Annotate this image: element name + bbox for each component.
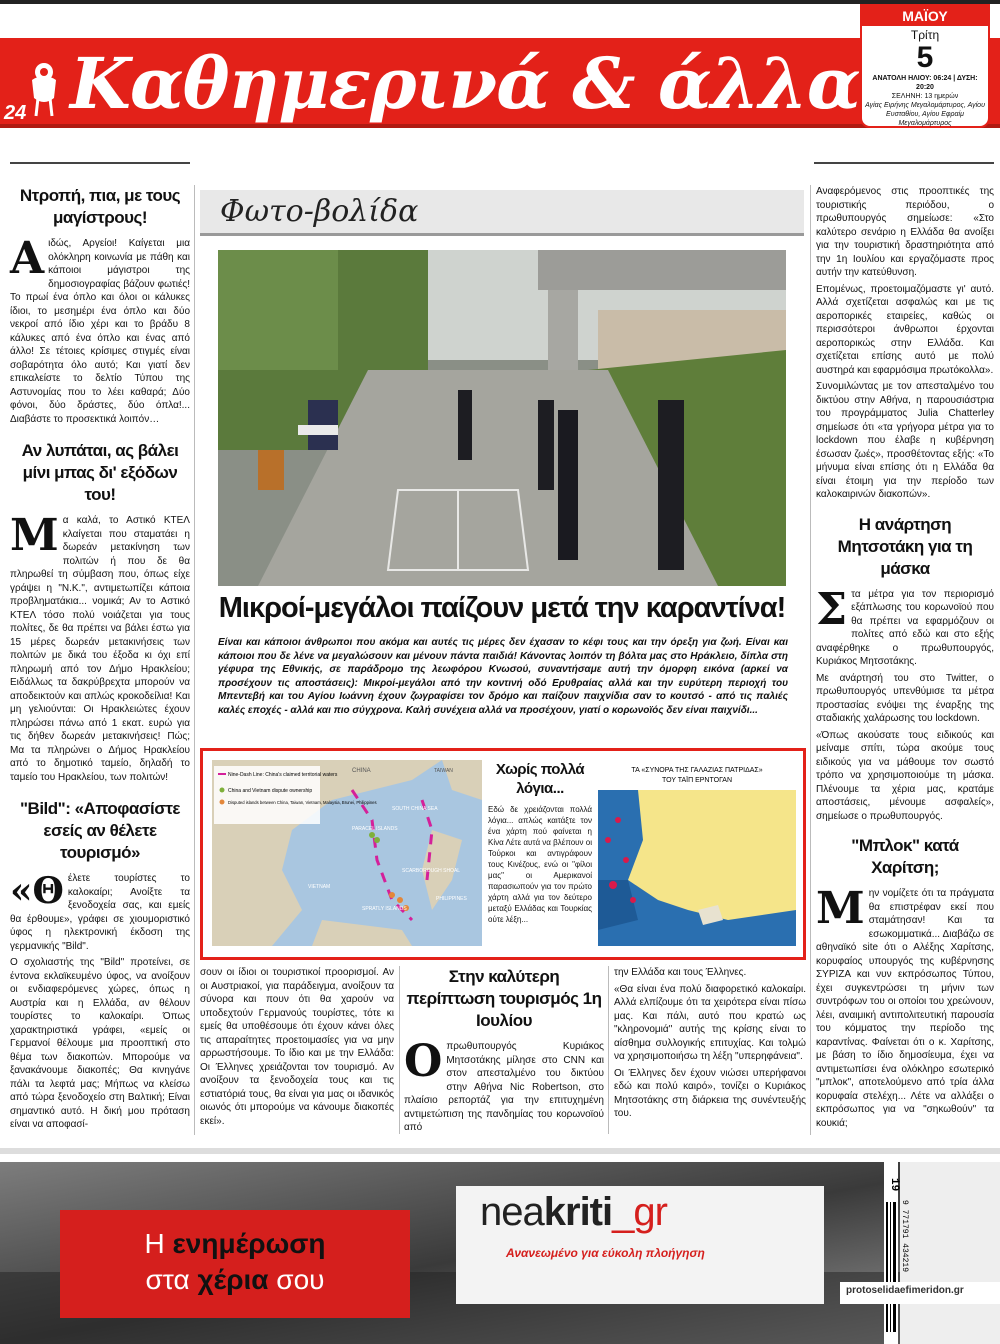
headline-magistroi: Ντροπή, πια, με τους μαγίστρους! [19, 186, 181, 227]
page-number: 24 [4, 102, 27, 124]
ad-separator [0, 1148, 1000, 1154]
headline-ktel: Αν λυπάται, ας βάλει μίνι μπας δι' εξόδων του! [21, 441, 179, 504]
column-divider [399, 966, 400, 1134]
map-label: CHINA [352, 768, 371, 774]
ad-slogan [60, 1226, 410, 1298]
date-weekday: Τρίτη [910, 28, 940, 42]
map-label: PHILIPPINES [436, 896, 467, 902]
drop-cap: Ο [404, 1036, 443, 1087]
drop-cap: Μ [816, 883, 865, 934]
map-label: SCARBOROUGH SHOAL [402, 868, 461, 874]
drop-cap: Α [10, 233, 45, 284]
south-china-sea-map [212, 760, 482, 946]
ad-slogan-word: Η [144, 1228, 165, 1259]
map-legend-item: China and Vietnam dispute ownership [228, 788, 313, 794]
feature-section-title: Φωτο-βολίδα [220, 194, 419, 229]
tourism-article [404, 966, 604, 1138]
turkey-map-title: ΤΑ «ΣΥΝΟΡΑ ΤΗΣ ΓΑΛΑΖΙΑΣ ΠΑΤΡΙΔΑΣ» [631, 767, 763, 774]
tourism-prospects-text: Αναφερόμενος στις προοπτικές της τουριστικής περιόδου, ο πρωθυπουργός σημείωσε: «Στο καλύτερο σενάριο η Ελλάδα θα ανοίξει για την τουριστική δραστηριότητα από την 1η Ιουλίου και εργαζόμαστε προς αυτήν την κατεύθυνση. [816, 186, 994, 278]
ad-brand-gr: _gr [612, 1190, 667, 1234]
blue-homeland-map [598, 760, 796, 946]
tourism-prospects-text: Συνομιλώντας με τον απεσταλμένο του δικτύου στην Αθήνα, η παρουσιάστρια του προγράμματος Julia Chatterley σημείωσε ότι «τα γρήγορα μέτρα για το lockdown που έλαβε η κυβέρνηση έσωσαν ζωές», προσθέτοντας εξής: «Το μήνυμα είναι επίσης ότι η Ελλάδα θα είναι έτοιμη για την περίοδο των καλοκαιρινών διακοπών». [816, 381, 994, 500]
map-legend-title: Nine-Dash Line: China's claimed territorial waters [228, 772, 338, 778]
article-bild-cont: Ο σχολιαστής της "Bild" προτείνει, σε έντονα εκλαϊκευμένο ύφος, να ανοίξουν οι ενδιαφερόμενες χώρες, όπως η Αυστρία και η Ελλάδα, αν θέλουν τουρίστες το καλοκαίρι. Όπως χαρακτηριστικά γράφει, «εμείς οι Γερμανοί θέλουμε μια προοπτική στο θέμα των διακοπών. Μπορούμε να ξανακάνουμε διακοπές; Θα κινηγάνε πάλι τα λεφτά μας; Μήπως να κλείσω από τώρα ξενοδοχείο στη Βαλτική; Είναι σημαντικό αυτό. Η δική μου πρόταση είναι να αποφασί- [10, 957, 190, 1130]
tourism-text: «Θα είναι ένα πολύ διαφορετικό καλοκαίρι. Αλλά ελπίζουμε ότι τα χειρότερα είναι πίσω μας. Και πάλι, αυτό που κρατώ ως "κληρονομιά" αυτής της κρίσης είναι το αίσθημα συλλογικής επιτυχίας. Και τολμώ να χρησιμοποιήσω τη λέξη "υπερηφάνεια". [614, 983, 806, 1062]
turkey-map-subtitle: ΤΟΥ ΤΑΪΠ ΕΡΝΤΟΓΑΝ [661, 777, 733, 784]
feature-lead: Είναι και κάποιοι άνθρωποι που ακόμα και αυτές τις μέρες δεν έχασαν το κέφι τους και την όρεξη για ζωή. Είναι και κάποιοι που δε λένε να μεγαλώσουν και μένουν πάντα παιδιά! Κάνοντας λοιπόν τη βόλτα μας στο Ηράκλειο, δίπλα στη γέφυρα της Εθνικής, σε παράδρομο της λεωφόρου Κνωσού, συναντήσαμε αυτή την όμορφη εικόνα (αρκεί να προσέχουν τις αποστάσεις): Μικροί-μεγάλοι από την κοντινή οδό Ερυθραίας αλλά και την ευρύτερη περιοχή του Μπεντεβή και του Αγίου Ιωάννη έχουν ζωγραφίσει τον δρόμο και παίζουν παιχνίδια σαν το κουτσό - από τις παλιές καλές εποχές - αλλά και πιο σύγχρονα. Καλή συνέχεια αλλά να προσέχουν, γιατί ο κορωνοϊός δεν είναι παιχνίδι... [218, 637, 788, 716]
article-mask-text: «Όπως ακούσατε τους ειδικούς και μείναμε σπίτι, τώρα ακούμε τους ειδικούς για να μάθουμε τον σωστό τρόπο να χρησιμοποιούμε τη μάσκα. Πλένουμε τα χέρια μας, κρατάμε αποστάσεις, μένουμε ασφαλείς», σημείωσε ο πρωθυπουργός. [816, 729, 994, 822]
ad-brand-kriti: kriti [543, 1190, 613, 1234]
headline-bild: "Bild": «Αποφασίστε εσείς αν θέλετε τουρισμό» [19, 799, 181, 862]
article-mask: τα μέτρα για τον περιορισμό εξάπλωσης του κορωνοϊού που θα πρέπει να εφαρμόζουν οι πολίτες από εδώ και στο εξής αναφέρθηκε ο πρωθυπουργός, Κυριάκος Μητσοτάκης. [816, 588, 994, 667]
sunrise-sunset: ΑΝΑΤΟΛΗ ΗΛΙΟΥ: 06:24 | ΔΥΣΗ: 20:20 [872, 75, 978, 91]
column-rule [814, 162, 994, 164]
column-divider [608, 966, 609, 1134]
ad-slogan-word: στα [145, 1264, 190, 1295]
ad-slogan-word: ενημέρωση [172, 1228, 326, 1259]
date-month: ΜΑΪΟΥ [862, 6, 988, 26]
watermark: protoselidaefimeridon.gr [846, 1285, 964, 1296]
column-divider [810, 185, 811, 1135]
article-tourism: πρωθυπουργός Κυριάκος Μητσοτάκης μίλησε στο CNN και στον απεσταλμένο του δικτύου στην Αθήνα Nic Robertson, στο πλαίσιο ρεπορτάζ για την επιτυχημένη αντιμετώπιση της πανδημίας του κορωνοϊού από [404, 1041, 604, 1133]
headline-tourism: Στην καλύτερη περίπτωση τουρισμός 1η Ιουλίου [406, 967, 602, 1030]
tourism-prospects-text: Επομένως, προετοιμαζόμαστε γι' αυτό. Αλλά σχετίζεται ασφαλώς και με τις αεροπορικές εταιρείες, καθώς οι περισσότεροι άνθρωποι έρχονται αεροπορικώς στην Ελλάδα. Και σχετίζεται επίσης αυτό με πολύ αυστηρά και εφαρμόσιμα πρωτόκολλα». [816, 283, 994, 376]
map-label: SOUTH CHINA SEA [392, 806, 438, 812]
moon-phase: ΣΕΛΗΝΗ: 13 ημερών [891, 93, 959, 100]
map-label: VIETNAM [308, 884, 331, 890]
issue-number: 19 [888, 1178, 900, 1192]
map-legend-item: Disputed islands between China, Taiwan, Vietnam, Malaysia, Brunei, Philippines [228, 800, 377, 805]
map-label: TAIWAN [434, 768, 453, 774]
left-column [10, 185, 190, 1135]
drop-cap: «Θ [10, 870, 64, 912]
headline-maps: Χωρίς πολλά λόγια... [495, 761, 585, 797]
article-bild: έλετε τουρίστες το καλοκαίρι; Ανοίξτε τα ξενοδοχεία σας, και εμείς θα έρθουμε», γράφει σε χιουμοριστικό ύφος η ηλεκτρονική έκδοση της γερμανικής "Bild". [10, 873, 190, 952]
ad-brand-nea: nea [480, 1190, 544, 1234]
right-column [816, 185, 994, 1133]
map-label: SPRATLY ISLANDS [362, 906, 407, 912]
tourism-article-cont [614, 966, 806, 1124]
eagle-logo-icon [24, 58, 64, 120]
maps-article [488, 760, 592, 925]
headline-charitsis: "Μπλοκ" κατά Χαρίτση; [851, 836, 959, 877]
article-magistroi: ιδώς, Αργείοι! Καίγεται μια ολόκληρη κοινωνία με πάθη και κάποιοι μάγιστροι της δημοσιογραφίας βάζουν φωτιές! Το πρωί ένα όπλο και όλοι οι κάλυκες ίδιοι, το μεσημέρι ένα όπλο και δύο νεκροί από ίδιο χέρι και το βράδυ 8 κάλυκες από ένα όπλο και ένας από άλλο! Σε τέτοιες κρίσιμες στιγμές είναι σοβαρότητα όλο αυτό; Και γιατί δεν επικαλείστε το δελτίο Τύπου της Αστυνομίας που το λέει καθαρά; Δύο φόνοι, δύο δράστες, δύο όπλα!... Διαβάστε το προσεκτικά λοιπόν… [10, 238, 190, 425]
map-label: PARACEL ISLANDS [352, 826, 398, 832]
ad-brand [480, 1190, 667, 1235]
article-mask-text: Με ανάρτησή του στο Twitter, ο πρωθυπουργός υπενθύμισε τα μέτρα προστασίας ενόψει της έναρξης της σταδιακής χαλάρωσης του lockdown. [816, 672, 994, 724]
ad-slogan-word: χέρια [197, 1264, 269, 1295]
column-rule [10, 162, 190, 164]
feature-headline: Μικροί-μεγάλοι παίζουν μετά την καραντίνα! [218, 592, 786, 624]
top-rule [0, 0, 1000, 4]
drop-cap: Μ [10, 510, 59, 561]
tourism-text: την Ελλάδα και τους Έλληνες. [614, 967, 747, 978]
feature-photo [218, 250, 786, 586]
date-box [860, 4, 990, 128]
barcode-number: 9 771791 434219 [900, 1200, 909, 1273]
maps-text: Εδώ δε χρειάζονται πολλά λόγια... απλώς καιτάξτε τον ένα χάρτη πού φαίνεται η Κίνα Λέτε αυτά να βλέπουν οι Τούρκοι και αντιγράφουν τους Κινέζους, ενώ οι "φίλοι μας" οι Αμερικανοί παρασιωπούν για τον πρώτο χάρτη αλλά για τον δεύτερο μεταξύ Ελλάδας και Τουρκίας ούτε λέξη... [488, 805, 592, 924]
column-divider [194, 185, 195, 1135]
headline-mask: Η ανάρτηση Μητσοτάκη για τη μάσκα [837, 514, 973, 578]
ad-slogan-word: σου [276, 1264, 325, 1295]
bild-continuation: σουν οι ίδιοι οι τουριστικοί προορισμοί. Αν οι Αυστριακοί, για παράδειγμα, ανοίξουν τα σύνορα και πουν ότι θα χαρούν να υποδεχτούν Γερμανούς τουρίστες, τότε κι εμείς θα υποθέσουμε ότι έχουν κάνει όλες τις απαραίτητες προετοιμασίες για να μην αρρωστήσουμε. Το ίδιο και με την Ελλάδα: Οι Έλληνες χρειάζονται τον τουρισμό. Αν ανοίξουν τα ξενοδοχεία τους και τις εστιατόριά τους, θα είναι για μας οι ιδανικός οιωνός ότι μπορούμε να κάνουμε διακοπές εκεί». [200, 967, 394, 1127]
name-days: Αγίας Ειρήνης Μεγαλομάρτυρος, Αγίου Ευσταθίου, Αγίου Εφραίμ Μεγαλομάρτυρος [865, 102, 985, 127]
masthead-title: Καθημερινά & άλλα [70, 42, 860, 125]
article-charitsis: ην νομίζετε ότι τα πράγματα θα επιστρέφαν εκεί που σταμάτησαν! Και τα εσωκομματικά... Διαβάζω σε αθηναϊκό site ότι ο Αλέξης Χαρίτσης, κορυφαίος υπουργός της κυβέρνησης ΣΥΡΙΖΑ και νυν εκπρόσωπος Τύπου, έχει συγκεντρώσει τη μήνιν των συντρόφων του οι οποίοι του χρεώνουν, λέει, αναιμική αντιπολιτευτική παρουσία του κόμματος την περίοδο της καραντίνας. Φαίνεται ότι ο κ. Χαρίτσης, με βάση το ίδιο δημοσίευμα, έχει να αντιμετωπίσει ένα ολόκληρο εσωτερικό "μπλοκ", αποτελούμενο από τρία άλλα κορυφαία στελέχη... Λέτε να αλλάξει ο εκπρόσωπος για να "σηκωθούν" τα κουκιά; [816, 888, 994, 1129]
drop-cap: Σ [816, 583, 848, 635]
tourism-text: Οι Έλληνες δεν έχουν νιώσει υπερήφανοι εδώ και πολύ καιρό», τονίζει ο Κυριάκος Μητσοτάκης στη διάρκεια της συνέντευξής του. [614, 1067, 806, 1119]
article-ktel: α καλά, το Αστικό ΚΤΕΛ κλαίγεται που σταματάει η δωρεάν μετακίνηση των πολιτών ή που δε θα πληρωθεί τη σύμβαση που, όπως είχε γράψει η "Ν.Κ.", αντιμετωπίζει κάποια προβληματάκια... νομικά; Αν το Αστικό ΚΤΕΛ τόσο πολύ νοιάζεται για τους πολίτες, δε θα πρέπει να βάλει έστω για 15 μέρες δωρεάν μετακινήσεις των πολιτών με δικά του έξοδα κι όχι επί πληρωμή από τον Δήμο Ηρακλείου; Ειδάλλως τα δακρύβρεχτα μπορούν να αποδεικτούν και απλώς κροκοδείλια! Και μη γελιούνται: Οι Ηρακλειώτες έχουν πληρώσει πάνω από 1 εκατ. ευρώ για τις δήθεν δωρεάν μετακινήσεις! Πώς; Μα τα πληρώνει ο Δήμος Ηρακλείου από το δημοτικό ταμείο, δηλαδή το ταμείο του Ηρακλείου, των πολιτών! [10, 515, 190, 783]
ad-tagline: Ανανεωμένο για εύκολη πλοήγηση [506, 1246, 705, 1260]
date-day: 5 [916, 41, 934, 74]
